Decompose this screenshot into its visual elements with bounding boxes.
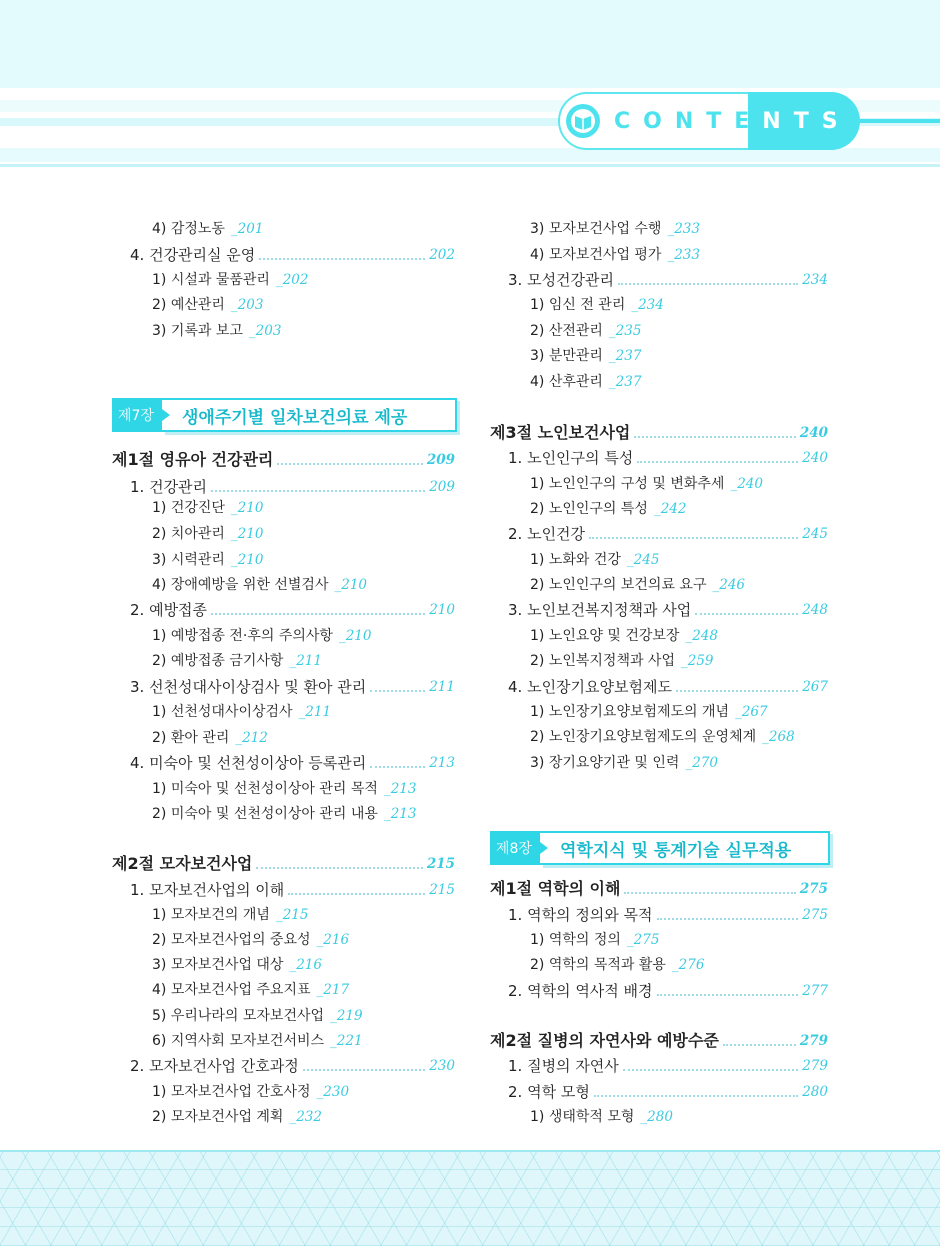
- toc-section-entry[interactable]: [490, 1031, 828, 1051]
- toc-chapter-entry[interactable]: [508, 448, 828, 468]
- page-number: _233: [667, 247, 700, 263]
- dot-leader: [256, 867, 422, 869]
- page-number: _237: [608, 374, 642, 390]
- toc-entry-title: 1) 건강진단: [152, 500, 225, 516]
- toc-chapter-entry[interactable]: [130, 880, 455, 900]
- toc-subentry[interactable]: [530, 727, 795, 747]
- page-number: _259: [681, 653, 714, 669]
- toc-entry-title: 3) 기록과 보고: [152, 323, 243, 339]
- dot-leader: [594, 1095, 798, 1097]
- page-number: 240: [799, 425, 828, 441]
- page-number: _276: [671, 957, 705, 973]
- page-number: _213: [383, 806, 417, 822]
- page-number: _230: [316, 1084, 350, 1100]
- dot-leader: [370, 690, 425, 692]
- page-number: 209: [426, 452, 455, 468]
- toc-entry-title: 3) 분만관리: [530, 348, 603, 364]
- toc-entry-title: 제1절 영유아 건강관리: [112, 450, 274, 469]
- page-number: _210: [230, 552, 264, 568]
- dot-leader: [618, 283, 798, 285]
- toc-entry-title: 4) 장애예방을 위한 선별검사: [152, 577, 329, 593]
- toc-subentry[interactable]: [152, 550, 263, 570]
- toc-entry-title: 1) 모자보건의 개념: [152, 907, 270, 923]
- toc-chapter-entry[interactable]: [508, 905, 828, 925]
- page-number: 215: [426, 856, 455, 872]
- header-accent-line: [858, 119, 940, 123]
- toc-entry-title: 2) 산전관리: [530, 323, 603, 339]
- toc-entry-title: 3) 장기요양기관 및 인력: [530, 755, 680, 771]
- page-number: _211: [298, 704, 332, 720]
- page-number: _210: [230, 500, 264, 516]
- toc-entry-title: 제2절 질병의 자연사와 예방수준: [490, 1031, 719, 1050]
- dot-leader: [589, 537, 798, 539]
- page-number: 248: [802, 602, 828, 618]
- toc-chapter-entry[interactable]: [508, 600, 828, 620]
- page-number: 267: [802, 679, 828, 695]
- toc-subentry[interactable]: [152, 1006, 363, 1026]
- toc-subentry[interactable]: [152, 524, 263, 544]
- toc-entry-title: 5) 우리나라의 모자보건사업: [152, 1008, 325, 1024]
- dot-leader: [303, 1069, 425, 1071]
- toc-subentry[interactable]: [530, 955, 704, 975]
- dot-leader: [695, 613, 798, 615]
- toc-chapter-entry[interactable]: [130, 477, 455, 497]
- page-number: _221: [330, 1033, 363, 1049]
- toc-entry-title: 1) 선천성대사이상검사: [152, 704, 293, 720]
- toc-subentry[interactable]: [530, 295, 664, 315]
- chapter-heading: [490, 831, 830, 865]
- page-number: 230: [429, 1058, 455, 1074]
- toc-chapter-entry[interactable]: [130, 753, 455, 773]
- toc-subentry[interactable]: [530, 321, 641, 341]
- toc-entry-title: 2. 예방접종: [130, 601, 208, 619]
- page-number: _216: [316, 932, 350, 948]
- toc-entry-title: 2. 모자보건사업 간호과정: [130, 1057, 299, 1075]
- toc-entry-title: 2) 노인장기요양보험제도의 운영체계: [530, 729, 757, 745]
- page-number: 202: [429, 247, 455, 263]
- toc-entry-title: 2) 노인인구의 보건의료 요구: [530, 577, 707, 593]
- toc-subentry[interactable]: [152, 498, 263, 518]
- toc-subentry[interactable]: [152, 575, 367, 595]
- header-stripe: [0, 148, 940, 162]
- dot-leader: [657, 994, 799, 996]
- toc-entry-title: 2) 노인복지정책과 사업: [530, 653, 675, 669]
- toc-entry-title: 6) 지역사회 모자보건서비스: [152, 1033, 325, 1049]
- toc-chapter-entry[interactable]: [130, 1056, 455, 1076]
- toc-subentry[interactable]: [152, 1031, 363, 1051]
- page-number: _234: [631, 297, 664, 313]
- chapter-title: 생애주기별 일차보건의료 제공: [162, 398, 457, 432]
- toc-entry-title: 제3절 노인보건사업: [490, 423, 631, 442]
- toc-entry-title: 2) 예산관리: [152, 297, 225, 313]
- page-number: _268: [762, 729, 795, 745]
- page-number: 279: [799, 1033, 828, 1049]
- toc-entry-title: 3) 모자보건사업 대상: [152, 957, 284, 973]
- toc-entry-title: 2) 모자보건사업 계획: [152, 1109, 284, 1125]
- toc-entry-title: 1. 노인인구의 특성: [508, 449, 634, 467]
- toc-entry-title: 2. 역학 모형: [508, 1083, 590, 1101]
- toc-entry-title: 2. 노인건강: [508, 525, 586, 543]
- dot-leader: [370, 766, 425, 768]
- toc-entry-title: 4) 감정노동: [152, 221, 225, 237]
- toc-chapter-entry[interactable]: [508, 677, 828, 697]
- toc-chapter-entry[interactable]: [508, 981, 828, 1001]
- toc-entry-title: 1. 역학의 정의와 목적: [508, 906, 653, 924]
- toc-entry-title: 1. 질병의 자연사: [508, 1057, 619, 1075]
- dot-leader: [623, 1069, 798, 1071]
- toc-chapter-entry[interactable]: [508, 524, 828, 544]
- page-number: _240: [730, 476, 763, 492]
- page-number: 211: [429, 679, 455, 695]
- toc-subentry[interactable]: [152, 728, 268, 748]
- page-number: _242: [653, 501, 687, 517]
- page-number: _212: [235, 730, 268, 746]
- toc-subentry[interactable]: [530, 372, 641, 392]
- footer-pattern: [0, 1150, 940, 1246]
- toc-entry-title: 2) 모자보건사업의 중요성: [152, 932, 311, 948]
- toc-subentry[interactable]: [152, 626, 371, 646]
- dot-leader: [624, 892, 795, 894]
- toc-entry-title: 1) 예방접종 전·후의 주의사항: [152, 628, 333, 644]
- toc-chapter-entry[interactable]: [508, 1082, 828, 1102]
- toc-subentry[interactable]: [152, 905, 308, 925]
- toc-subentry[interactable]: [152, 321, 281, 341]
- page-number: _280: [640, 1109, 673, 1125]
- toc-subentry[interactable]: [152, 779, 417, 799]
- page-number: _245: [626, 552, 660, 568]
- chapter-heading: [112, 398, 457, 432]
- toc-chapter-entry[interactable]: [130, 245, 455, 265]
- toc-entry-title: 2) 노인인구의 특성: [530, 501, 648, 517]
- page-number: _235: [608, 323, 642, 339]
- toc-entry-title: 4) 모자보건사업 평가: [530, 247, 662, 263]
- page-number: _201: [230, 221, 264, 237]
- toc-chapter-entry[interactable]: [130, 600, 455, 620]
- header-stripe: [0, 164, 940, 167]
- toc-section-entry[interactable]: [112, 854, 455, 874]
- toc-chapter-entry[interactable]: [508, 1056, 828, 1076]
- toc-entry-title: 1) 노인인구의 구성 및 변화추세: [530, 476, 725, 492]
- page-number: 210: [429, 602, 455, 618]
- toc-entry-title: 1) 노인요양 및 건강보장: [530, 628, 680, 644]
- toc-section-entry[interactable]: [490, 423, 828, 443]
- page-number: _213: [383, 781, 417, 797]
- toc-subentry[interactable]: [152, 955, 322, 975]
- toc-subentry[interactable]: [530, 753, 718, 773]
- page-number: _233: [667, 221, 700, 237]
- toc-entry-title: 1. 건강관리: [130, 478, 208, 496]
- toc-subentry[interactable]: [530, 575, 745, 595]
- page-title: CONTENTS: [614, 109, 851, 134]
- dot-leader: [723, 1044, 796, 1046]
- toc-entry-title: 4) 산후관리: [530, 374, 603, 390]
- toc-entry-title: 1) 역학의 정의: [530, 932, 621, 948]
- toc-subentry[interactable]: [152, 1107, 322, 1127]
- toc-subentry[interactable]: [530, 346, 641, 366]
- page-number: _202: [275, 272, 309, 288]
- toc-subentry[interactable]: [152, 1082, 349, 1102]
- page-number: 209: [429, 479, 455, 495]
- toc-subentry[interactable]: [152, 930, 349, 950]
- page-number: _215: [275, 907, 309, 923]
- toc-entry-title: 2) 예방접종 금기사항: [152, 653, 284, 669]
- dot-leader: [637, 461, 798, 463]
- toc-entry-title: 1) 생태학적 모형: [530, 1109, 635, 1125]
- toc-entry-title: 4) 모자보건사업 주요지표: [152, 982, 311, 998]
- toc-entry-title: 3. 모성건강관리: [508, 271, 615, 289]
- toc-subentry[interactable]: [152, 295, 263, 315]
- toc-subentry[interactable]: [152, 804, 417, 824]
- toc-subentry[interactable]: [530, 930, 659, 950]
- page-number: 240: [802, 450, 828, 466]
- page-number: _275: [626, 932, 660, 948]
- toc-chapter-entry[interactable]: [508, 270, 828, 290]
- page-number: 275: [799, 881, 828, 897]
- page-number: _237: [608, 348, 642, 364]
- toc-entry-title: 1) 노인장기요양보험제도의 개념: [530, 704, 730, 720]
- page-number: _267: [735, 704, 768, 720]
- page-number: 234: [802, 272, 828, 288]
- toc-entry-title: 제1절 역학의 이해: [490, 879, 621, 898]
- toc-subentry[interactable]: [152, 980, 349, 1000]
- page-number: 213: [429, 755, 455, 771]
- toc-subentry[interactable]: [530, 474, 763, 494]
- page-number: _232: [289, 1109, 322, 1125]
- dot-leader: [288, 893, 425, 895]
- page-number: _270: [685, 755, 718, 771]
- toc-entry-title: 1) 미숙아 및 선천성이상아 관리 목적: [152, 781, 378, 797]
- page-number: 275: [802, 907, 828, 923]
- toc-entry-title: 1. 모자보건사업의 이해: [130, 881, 285, 899]
- toc-section-entry[interactable]: [112, 450, 455, 470]
- page-number: _219: [330, 1008, 363, 1024]
- dot-leader: [277, 463, 422, 465]
- chapter-title: 역학지식 및 통계기술 실무적용: [540, 831, 830, 865]
- header-background: [0, 0, 940, 88]
- toc-subentry[interactable]: [530, 219, 700, 239]
- toc-subentry[interactable]: [530, 1107, 673, 1127]
- page-number: _211: [289, 653, 322, 669]
- toc-entry-title: 2. 역학의 역사적 배경: [508, 982, 653, 1000]
- toc-entry-title: 1) 노화와 건강: [530, 552, 621, 568]
- page-number: _203: [230, 297, 264, 313]
- book-icon: [566, 104, 600, 138]
- toc-entry-title: 1) 모자보건사업 간호사정: [152, 1084, 311, 1100]
- toc-section-entry[interactable]: [490, 879, 828, 899]
- page-number: _216: [289, 957, 322, 973]
- toc-subentry[interactable]: [530, 626, 718, 646]
- toc-subentry[interactable]: [152, 270, 308, 290]
- toc-chapter-entry[interactable]: [130, 677, 455, 697]
- footer-divider: [0, 1150, 940, 1152]
- dot-leader: [634, 436, 795, 438]
- page-number: _203: [248, 323, 282, 339]
- page-number: 280: [802, 1084, 828, 1100]
- chapter-number-badge: 제8장: [490, 831, 540, 865]
- toc-entry-title: 2) 역학의 목적과 활용: [530, 957, 666, 973]
- page-number: 245: [802, 526, 828, 542]
- toc-entry-title: 4. 미숙아 및 선천성이상아 등록관리: [130, 754, 367, 772]
- toc-subentry[interactable]: [530, 550, 659, 570]
- toc-entry-title: 1) 임신 전 관리: [530, 297, 626, 313]
- page-number: 215: [429, 882, 455, 898]
- toc-subentry[interactable]: [152, 702, 331, 722]
- page-number: _217: [316, 982, 350, 998]
- toc-entry-title: 3) 시력관리: [152, 552, 225, 568]
- toc-entry-title: 2) 치아관리: [152, 526, 225, 542]
- dot-leader: [657, 918, 799, 920]
- toc-entry-title: 3. 노인보건복지정책과 사업: [508, 601, 692, 619]
- toc-subentry[interactable]: [530, 245, 700, 265]
- dot-leader: [676, 690, 798, 692]
- dot-leader: [259, 258, 425, 260]
- dot-leader: [211, 613, 425, 615]
- page-number: 279: [802, 1058, 828, 1074]
- toc-subentry[interactable]: [530, 651, 714, 671]
- toc-subentry[interactable]: [530, 499, 686, 519]
- toc-entry-title: 1) 시설과 물품관리: [152, 272, 270, 288]
- page-number: _210: [230, 526, 264, 542]
- toc-entry-title: 3. 선천성대사이상검사 및 환아 관리: [130, 678, 367, 696]
- page-number: 277: [802, 983, 828, 999]
- page-number: _210: [334, 577, 368, 593]
- toc-entry-title: 4. 건강관리실 운영: [130, 246, 256, 264]
- toc-subentry[interactable]: [152, 651, 322, 671]
- page-number: _246: [712, 577, 746, 593]
- dot-leader: [211, 490, 425, 492]
- toc-entry-title: 4. 노인장기요양보험제도: [508, 678, 672, 696]
- toc-entry-title: 2) 미숙아 및 선천성이상아 관리 내용: [152, 806, 378, 822]
- toc-subentry[interactable]: [530, 702, 768, 722]
- page-number: _248: [685, 628, 718, 644]
- toc-entry-title: 3) 모자보건사업 수행: [530, 221, 662, 237]
- toc-subentry[interactable]: [152, 219, 263, 239]
- chapter-number-badge: 제7장: [112, 398, 162, 432]
- toc-entry-title: 2) 환아 관리: [152, 730, 230, 746]
- toc-entry-title: 제2절 모자보건사업: [112, 854, 253, 873]
- page-number: _210: [338, 628, 372, 644]
